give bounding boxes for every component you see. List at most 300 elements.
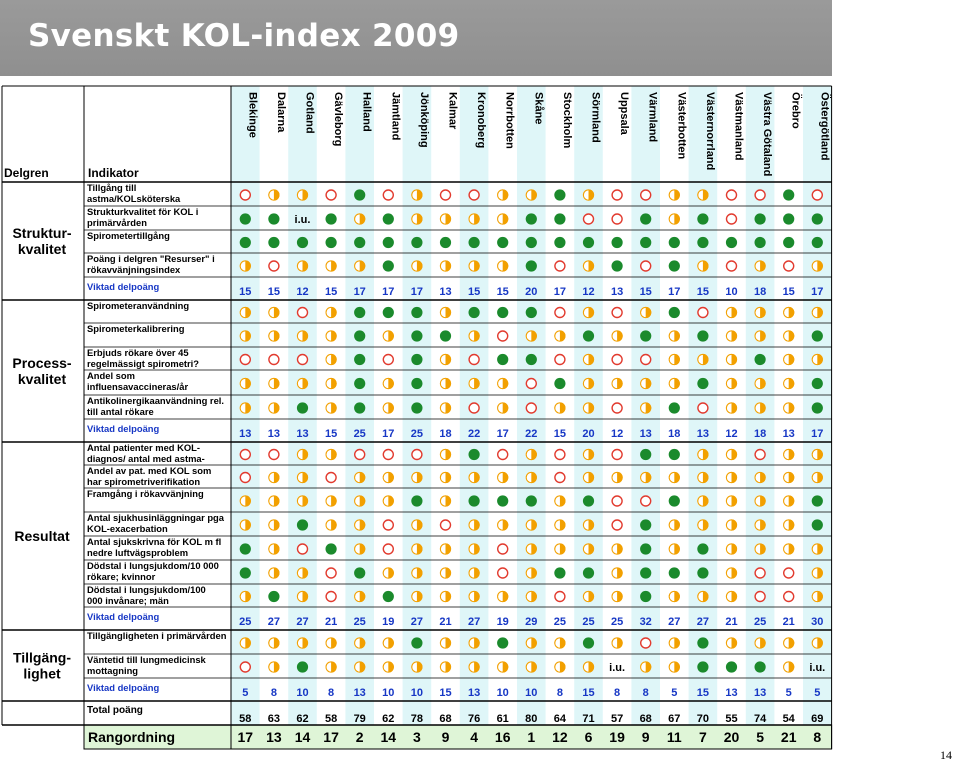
rank-value: 1 [527, 729, 536, 745]
rating-half [497, 378, 508, 389]
rating-half [440, 543, 451, 554]
rating-half [669, 519, 680, 530]
weighted-score: 15 [696, 286, 710, 298]
rank-value: 8 [813, 729, 822, 745]
section-label: Resultat [14, 528, 70, 544]
rating-red [784, 592, 794, 602]
rating-half [640, 307, 651, 318]
weighted-score: 15 [639, 286, 652, 298]
rating-green [554, 189, 565, 200]
rating-green [469, 237, 480, 248]
rating-half [411, 472, 422, 483]
rating-half [354, 213, 365, 224]
rating-half [411, 189, 422, 200]
rating-half [469, 472, 480, 483]
rating-half [669, 591, 680, 602]
rating-red [641, 261, 651, 271]
rating-half [669, 378, 680, 389]
rating-green [240, 237, 251, 248]
rating-half [783, 449, 794, 460]
rating-half [440, 591, 451, 602]
rating-half [411, 661, 422, 672]
rating-half [297, 189, 308, 200]
rating-half [297, 495, 308, 506]
rating-half [726, 330, 737, 341]
rating-green [326, 543, 337, 554]
indicator-label: Antikolinergikaanvändning rel. till antal rökare [87, 395, 225, 417]
rating-red [641, 355, 651, 365]
total-score: 57 [610, 713, 624, 725]
rating-half [469, 567, 480, 578]
rank-value: 12 [552, 729, 568, 745]
rating-half [526, 449, 537, 460]
rating-half [440, 354, 451, 365]
rating-green [612, 237, 623, 248]
rating-half [697, 472, 708, 483]
rating-green [812, 330, 823, 341]
rating-half [326, 330, 337, 341]
rating-iu: i.u. [609, 662, 626, 674]
weighted-score: 20 [582, 428, 595, 440]
rating-half [554, 330, 565, 341]
rating-half [411, 567, 422, 578]
indicator-label: Spirometertillgång [87, 230, 170, 241]
total-score: 67 [668, 713, 681, 725]
weighted-score: 18 [668, 428, 681, 440]
rating-green [268, 237, 279, 248]
rank-value: 20 [723, 729, 740, 745]
rating-half [583, 591, 594, 602]
rating-half [497, 402, 508, 413]
total-score: 58 [324, 713, 338, 725]
rating-half [469, 637, 480, 648]
rating-half [726, 495, 737, 506]
rating-half [497, 472, 508, 483]
indicator-label: Framgång i rökavvänjning [87, 488, 204, 499]
rating-green [469, 307, 480, 318]
rating-half [554, 495, 565, 506]
total-score: 54 [782, 713, 795, 725]
rating-green [697, 661, 708, 672]
weighted-score: 17 [553, 286, 567, 298]
county-label: Örebro [789, 92, 802, 129]
weighted-score: 8 [614, 687, 621, 699]
rating-green [526, 307, 537, 318]
rating-green [240, 567, 251, 578]
rating-half [326, 449, 337, 460]
rating-green [640, 213, 651, 224]
rating-green [669, 237, 680, 248]
rating-green [268, 213, 279, 224]
rating-green [583, 237, 594, 248]
rating-half [812, 637, 823, 648]
rating-green [526, 237, 537, 248]
weighted-score: 21 [782, 616, 795, 628]
rating-half [697, 519, 708, 530]
rating-half [526, 567, 537, 578]
rating-half [583, 543, 594, 554]
rating-half [554, 637, 565, 648]
rating-red [612, 214, 622, 224]
rating-half [755, 378, 766, 389]
county-label: Jämtland [389, 92, 402, 141]
rating-red [383, 544, 393, 554]
header-indikator: Indikator [88, 166, 139, 180]
rating-green [783, 237, 794, 248]
rating-half [612, 637, 623, 648]
rating-half [783, 402, 794, 413]
rating-green [640, 567, 651, 578]
rating-half [326, 260, 337, 271]
rating-red [240, 662, 250, 672]
rating-half [326, 354, 337, 365]
total-score: 80 [525, 713, 538, 725]
weighted-score: 25 [239, 616, 252, 628]
rating-green [411, 637, 422, 648]
rating-half [755, 495, 766, 506]
rating-green [497, 637, 508, 648]
rating-red [326, 190, 336, 200]
weighted-score: 13 [353, 687, 366, 699]
rating-green [554, 213, 565, 224]
rating-red [469, 355, 479, 365]
rating-green [411, 237, 422, 248]
section-label: Process-kvalitet [12, 355, 72, 387]
rating-half [812, 472, 823, 483]
rating-green [469, 495, 480, 506]
weighted-score: 10 [382, 687, 395, 699]
county-label: Norrbotten [503, 92, 516, 149]
rating-half [440, 307, 451, 318]
rating-half [268, 330, 279, 341]
indicator-label: Spirometeranvändning [87, 300, 190, 311]
rating-red [641, 638, 651, 648]
rating-green [697, 237, 708, 248]
rating-half [783, 307, 794, 318]
rating-half [755, 637, 766, 648]
rating-half [411, 213, 422, 224]
rating-half [297, 260, 308, 271]
rating-half [354, 495, 365, 506]
rating-green [669, 449, 680, 460]
rating-half [297, 567, 308, 578]
rating-green [640, 519, 651, 530]
rating-half [326, 519, 337, 530]
total-score: 71 [582, 713, 595, 725]
rating-green [755, 213, 766, 224]
county-label: Uppsala [618, 92, 631, 135]
rating-half [526, 519, 537, 530]
indicator-label: Dödstal i lungsjukdom/100 000 invånare; män [87, 584, 206, 606]
rating-green [411, 330, 422, 341]
weighted-score: 25 [410, 428, 424, 440]
rating-half [812, 307, 823, 318]
indicator-label: Tillgängligheten i primärvården [87, 630, 227, 641]
rating-green [812, 213, 823, 224]
weighted-score: 15 [439, 687, 452, 699]
weighted-score: 10 [496, 687, 509, 699]
rating-green [726, 237, 737, 248]
rank-value: 19 [609, 729, 625, 745]
weighted-score: 13 [639, 428, 652, 440]
rating-half [240, 519, 251, 530]
rank-value: 11 [666, 729, 682, 745]
rating-half [383, 472, 394, 483]
total-score: 58 [239, 713, 252, 725]
rating-half [440, 449, 451, 460]
weighted-score: 25 [353, 616, 366, 628]
rating-half [354, 472, 365, 483]
rating-half [755, 260, 766, 271]
rating-green [640, 330, 651, 341]
county-label: Stockholm [560, 92, 573, 149]
rating-green [755, 237, 766, 248]
weighted-score: 21 [324, 616, 338, 628]
rating-red [755, 450, 765, 460]
rating-half [526, 591, 537, 602]
weighted-score: 12 [582, 286, 595, 298]
rating-half [783, 495, 794, 506]
rating-red [727, 190, 737, 200]
weighted-score: 5 [671, 687, 678, 699]
rating-half [240, 591, 251, 602]
rating-red [326, 473, 336, 483]
rating-red [269, 355, 279, 365]
rating-red [584, 214, 594, 224]
rating-half [583, 519, 594, 530]
rating-green [240, 543, 251, 554]
rating-half [526, 330, 537, 341]
weighted-score: 15 [553, 428, 567, 440]
section-label: Tillgäng-lighet [12, 649, 72, 682]
rating-half [640, 472, 651, 483]
weighted-score: 22 [467, 428, 481, 440]
rating-half [268, 472, 279, 483]
weighted-score: 12 [610, 428, 624, 440]
rating-green [669, 495, 680, 506]
rating-green [354, 307, 365, 318]
rating-green [354, 378, 365, 389]
rank-value: 13 [266, 729, 282, 745]
rating-iu: i.u. [294, 214, 311, 226]
rating-green [526, 495, 537, 506]
weighted-score: 32 [639, 616, 652, 628]
rating-green [640, 237, 651, 248]
rating-half [354, 637, 365, 648]
rating-half [669, 189, 680, 200]
rating-half [440, 472, 451, 483]
rating-half [783, 354, 794, 365]
rating-half [583, 378, 594, 389]
rating-half [497, 519, 508, 530]
total-score: 63 [267, 713, 281, 725]
rating-red [612, 403, 622, 413]
total-score: 62 [382, 713, 395, 725]
rating-half [812, 449, 823, 460]
rating-half [326, 378, 337, 389]
rating-half [354, 661, 365, 672]
weighted-score: 15 [696, 687, 710, 699]
rating-half [240, 330, 251, 341]
rating-half [640, 661, 651, 672]
rating-half [354, 519, 365, 530]
section-label: Struktur-kvalitet [12, 225, 72, 257]
rating-half [669, 661, 680, 672]
rating-red [755, 190, 765, 200]
rating-half [669, 543, 680, 554]
rating-green [297, 661, 308, 672]
rating-half [297, 378, 308, 389]
rank-value: 9 [441, 729, 450, 745]
weighted-score: 27 [296, 616, 309, 628]
weighted-score: 12 [296, 286, 309, 298]
rating-red [698, 403, 708, 413]
weighted-score: 25 [353, 428, 366, 440]
rating-red [612, 355, 622, 365]
weighted-score: 25 [610, 616, 624, 628]
rating-half [268, 519, 279, 530]
rating-green [755, 661, 766, 672]
weighted-score: 17 [811, 286, 824, 298]
rating-green [497, 237, 508, 248]
rating-red [755, 568, 765, 578]
weighted-score: 13 [439, 286, 452, 298]
rating-half [526, 472, 537, 483]
rating-green [411, 307, 422, 318]
rating-half [783, 543, 794, 554]
rating-green [755, 354, 766, 365]
rating-half [612, 330, 623, 341]
total-score: 70 [696, 713, 710, 725]
indicator-label: Andel som influensavaccineras/år [87, 370, 189, 392]
rating-green [697, 543, 708, 554]
rating-red [298, 355, 308, 365]
rating-green [469, 449, 480, 460]
rating-half [440, 567, 451, 578]
rating-half [783, 519, 794, 530]
rating-half [783, 472, 794, 483]
rating-half [383, 637, 394, 648]
rating-green [411, 378, 422, 389]
indicator-label: Tillgång till astma/KOLsköterska [87, 182, 181, 204]
rating-half [440, 637, 451, 648]
rating-green [354, 189, 365, 200]
rating-half [383, 378, 394, 389]
rating-half [640, 402, 651, 413]
weighted-score: 22 [525, 428, 538, 440]
rating-half [383, 567, 394, 578]
rating-half [726, 449, 737, 460]
weighted-score: 10 [410, 687, 424, 699]
rating-half [326, 495, 337, 506]
weighted-score: 25 [553, 616, 567, 628]
total-score: 74 [753, 713, 767, 725]
rating-half [440, 402, 451, 413]
rating-green [669, 307, 680, 318]
rating-green [411, 354, 422, 365]
rating-green [726, 661, 737, 672]
rating-half [812, 260, 823, 271]
rating-green [440, 237, 451, 248]
weighted-score: 13 [696, 428, 710, 440]
rating-half [783, 330, 794, 341]
county-label: Värmland [646, 92, 659, 143]
rating-half [583, 260, 594, 271]
rating-half [440, 260, 451, 271]
rating-green [497, 495, 508, 506]
rating-half [497, 213, 508, 224]
rating-red [355, 450, 365, 460]
rating-red [641, 190, 651, 200]
rating-half [755, 472, 766, 483]
rating-red [555, 308, 565, 318]
rank-label: Rangordning [88, 729, 176, 745]
weighted-score: 15 [267, 286, 281, 298]
indicator-label: Antal patienter med KOL-diagnos/ antal med astma- [87, 442, 205, 464]
weighted-score-label: Viktad delpoäng [87, 611, 160, 622]
rating-red [526, 403, 536, 413]
rating-half [755, 543, 766, 554]
rating-half [497, 189, 508, 200]
rating-red [555, 450, 565, 460]
rating-half [440, 495, 451, 506]
rating-green [326, 213, 337, 224]
rating-red [555, 261, 565, 271]
indicator-label: Erbjuds rökare över 45 regelmässigt spirometri? [87, 347, 200, 369]
rating-half [469, 543, 480, 554]
rating-half [726, 402, 737, 413]
rating-half [526, 543, 537, 554]
weighted-score: 13 [725, 687, 738, 699]
rating-green [354, 354, 365, 365]
rating-half [297, 591, 308, 602]
rating-half [240, 495, 251, 506]
county-label: Dalarna [274, 92, 287, 133]
rating-half [497, 661, 508, 672]
rating-green [669, 402, 680, 413]
rating-green [383, 213, 394, 224]
rating-red [555, 592, 565, 602]
rating-red [498, 568, 508, 578]
weighted-score: 17 [811, 428, 824, 440]
weighted-score: 13 [610, 286, 624, 298]
rating-red [526, 379, 536, 389]
weighted-score: 17 [382, 428, 395, 440]
rating-red [412, 450, 422, 460]
weighted-score: 13 [753, 687, 767, 699]
rating-half [612, 543, 623, 554]
rating-green [583, 330, 594, 341]
rating-green [697, 567, 708, 578]
indicator-label: Poäng i delgren "Resurser" i rökavvänjningsindex [87, 253, 215, 275]
rating-red [240, 473, 250, 483]
rating-red [240, 355, 250, 365]
rating-green [640, 591, 651, 602]
weighted-score: 13 [467, 687, 481, 699]
total-score: 78 [410, 713, 424, 725]
rating-half [268, 307, 279, 318]
weighted-score: 15 [582, 687, 595, 699]
rating-half [583, 449, 594, 460]
rating-red [498, 331, 508, 341]
rating-green [354, 237, 365, 248]
rating-green [783, 189, 794, 200]
rating-half [326, 637, 337, 648]
rating-green [812, 378, 823, 389]
rating-half [755, 402, 766, 413]
rating-half [469, 591, 480, 602]
total-score: 61 [496, 713, 509, 725]
